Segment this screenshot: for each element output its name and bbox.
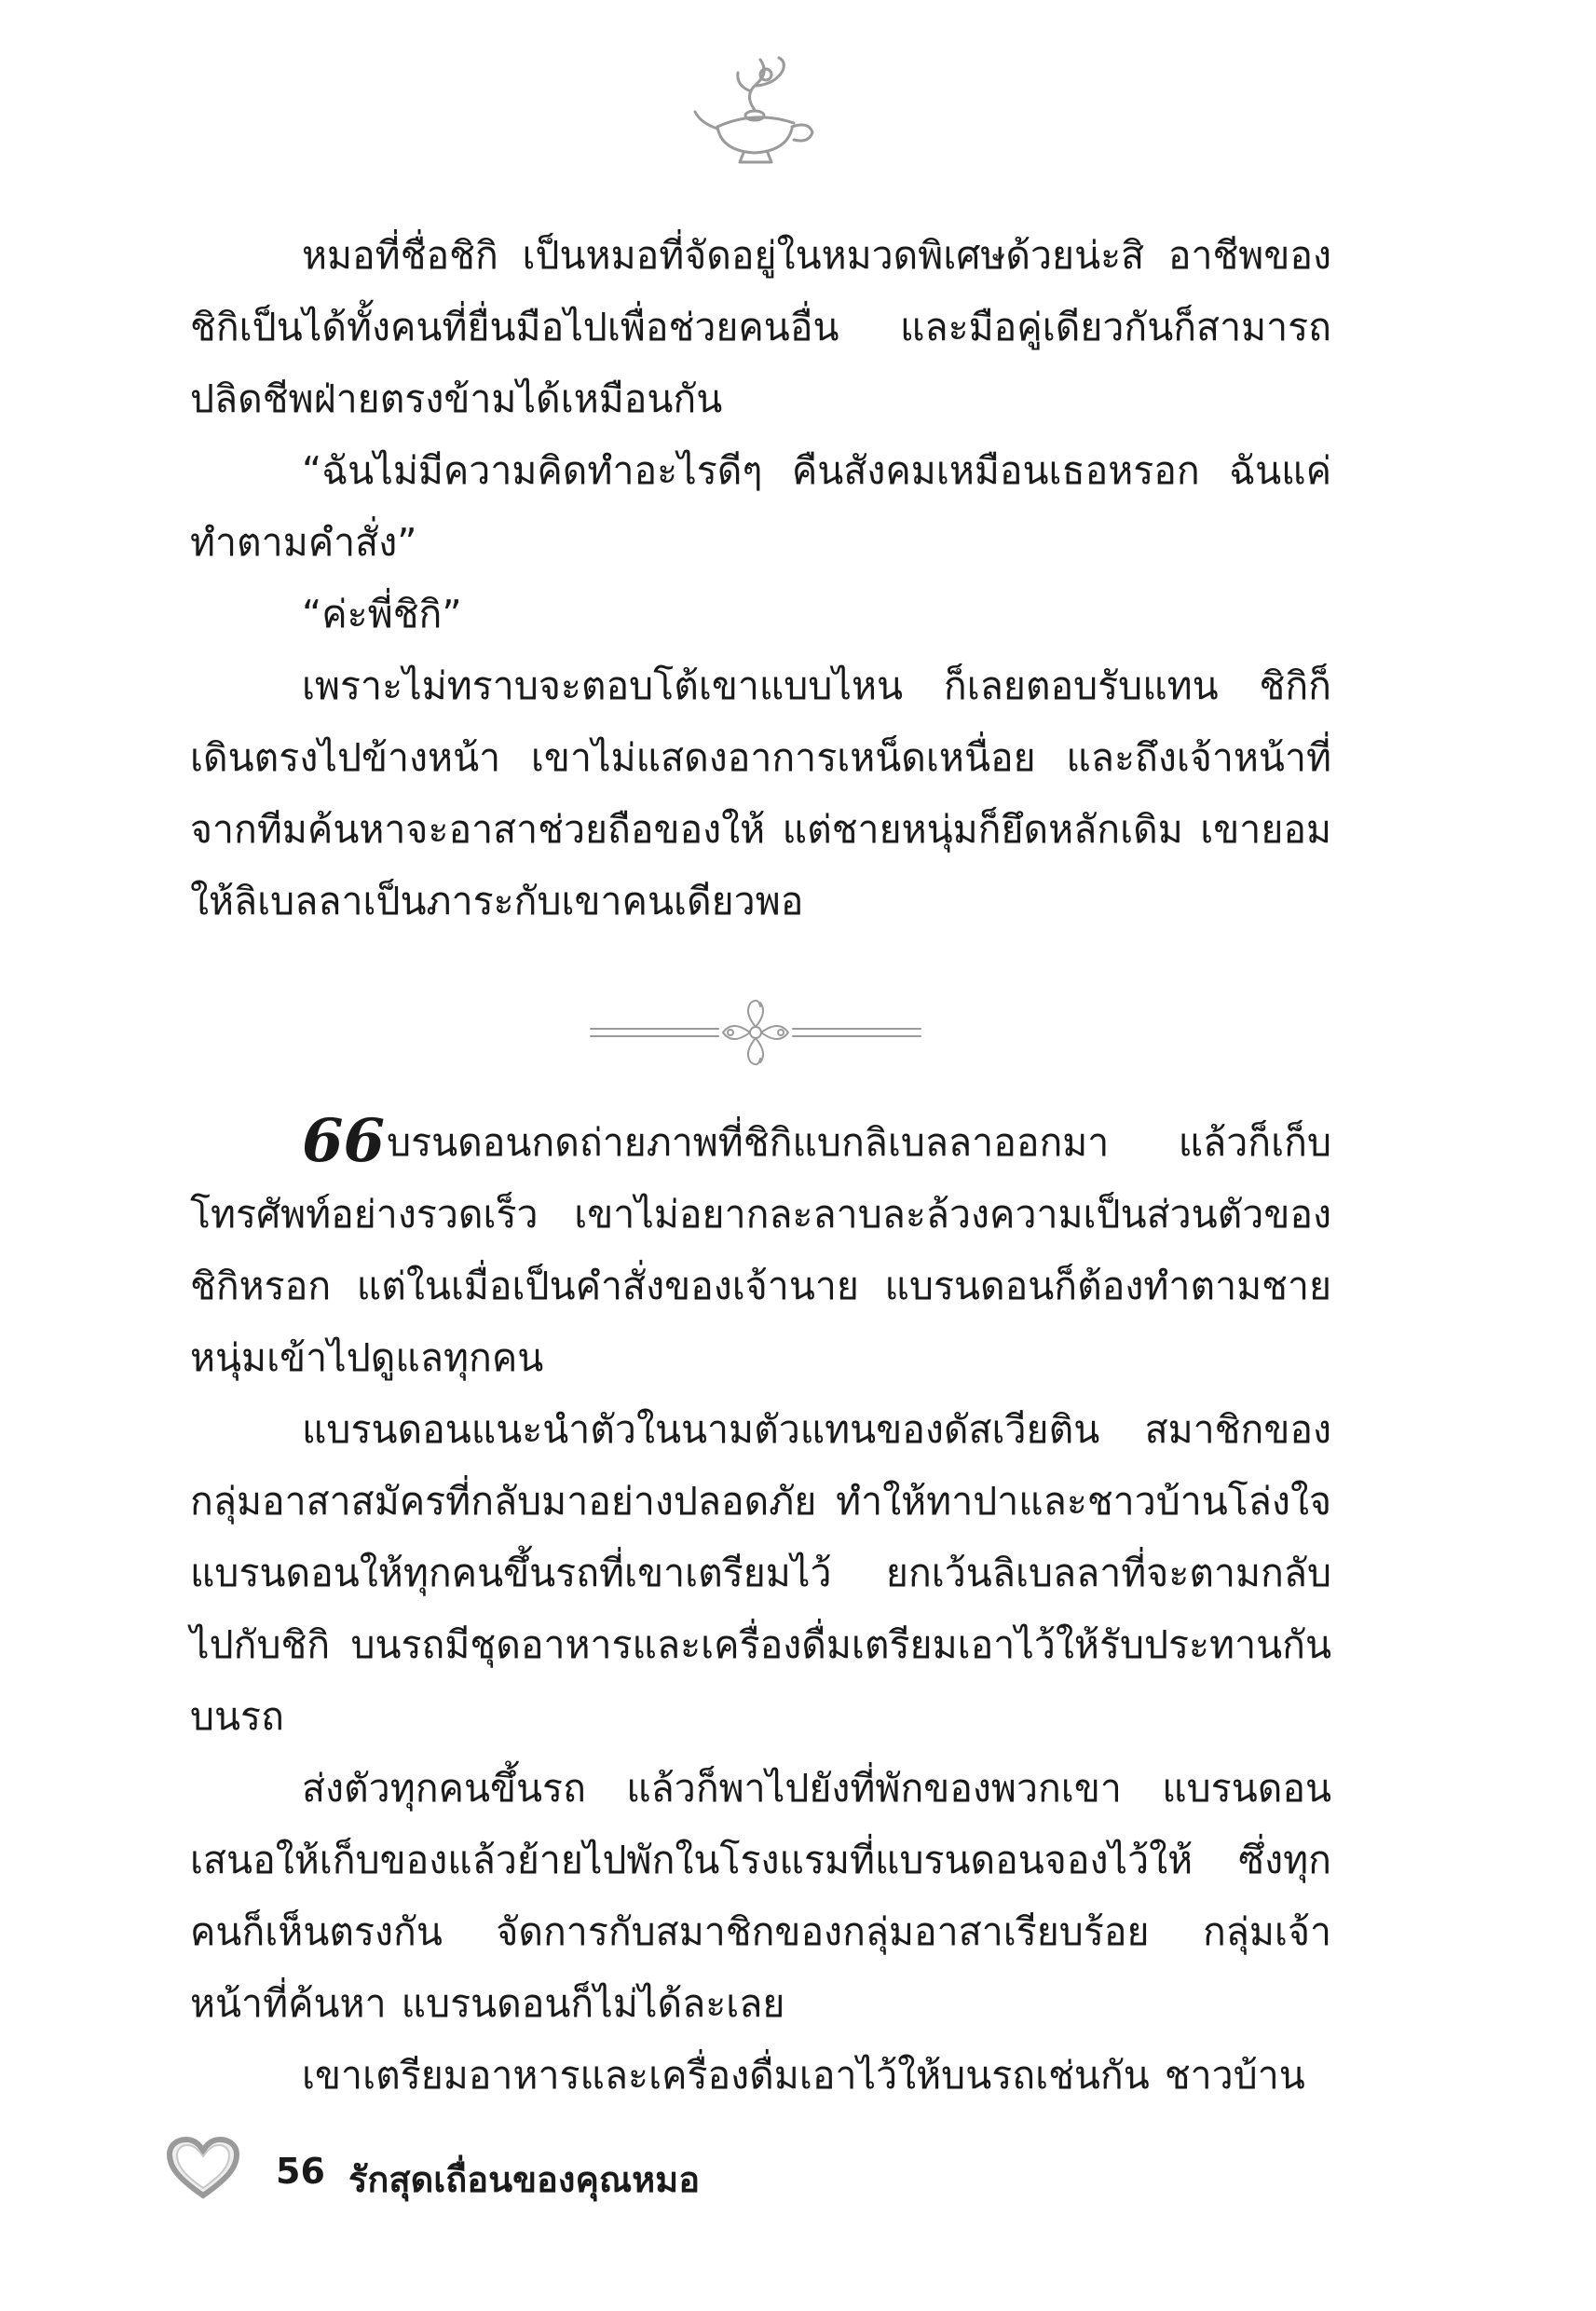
paragraph: “ค่ะพี่ชิกิ”: [302, 592, 462, 636]
paragraph: แบรนดอนแนะนำตัวในนามตัวแทนของดัสเวียติน สมาชิกของกลุ่มอาสาสมัครที่กลับมาอย่างปลอดภัย ทำให้ทาปาและชาวบ้านโล่งใจแบรนดอนให้ทุกคนขึ้นรถที่เขาเตรียมไว้ ยกเว้นลิเบลลาที่จะตามกลับไปกับชิกิ บนรถมีชุดอาหารและเครื่องดื่มเตรียมเอาไว้ให้รับประทานกันบนรถ: [190, 1407, 1331, 1739]
paragraph: เขาเตรียมอาหารและเครื่องดื่มเอาไว้ให้บนรถเช่นกัน ชาวบ้าน: [302, 2053, 1305, 2098]
paragraph: ส่งตัวทุกคนขึ้นรถ แล้วก็พาไปยังที่พักของพวกเขา แบรนดอนเสนอให้เก็บของแล้วย้ายไปพักในโรงแรมที่แบรนดอนจองไว้ให้ ซึ่งทุกคนก็เห็นตรงกัน จัดการกับสมาชิกของกลุ่มอาสาเรียบร้อย กลุ่มเจ้าหน้าที่ค้นหา แบรนดอนก็ไม่ได้ละเลย: [190, 1766, 1331, 2026]
paragraph: เพราะไม่ทราบจะตอบโต้เขาแบบไหน ก็เลยตอบรับแทน ชิกิก็เดินตรงไปข้างหน้า เขาไม่แสดงอาการเหน็ดเหนื่อย และถึงเจ้าหน้าที่จากทีมค้นหาจะอาสาช่วยถือของให้ แต่ชายหนุ่มก็ยึดหลักเดิม เขายอมให้ลิเบลลาเป็นภาระกับเขาคนเดียวพอ: [190, 663, 1331, 923]
text-section-1: [190, 220, 1331, 937]
paragraph: “ฉันไม่มีความคิดทำอะไรดีๆ คืนสังคมเหมือนเธอหรอก ฉันแค่ทำตามคำสั่ง”: [190, 448, 1331, 565]
book-title: รักสุดเถื่อนของคุณหมอ: [348, 2159, 701, 2200]
heart-outline-icon: [166, 2136, 240, 2201]
flourish-divider-icon: [583, 995, 928, 1070]
text-section-2: [190, 1107, 1331, 2112]
genie-lamp-icon: [689, 54, 820, 166]
paragraph-with-dropcap: [190, 1107, 1331, 1394]
page-number: 56: [276, 2151, 325, 2192]
dropcap-quote-mark: 66: [302, 1106, 386, 1176]
paragraph: หมอที่ชื่อชิกิ เป็นหมอที่จัดอยู่ในหมวดพิเศษด้วยน่ะสิ อาชีพของชิกิเป็นได้ทั้งคนที่ยื่นมือไปเพื่อช่วยคนอื่น และมือคู่เดียวกันก็สามารถปลิดชีพฝ่ายตรงข้ามได้เหมือนกัน: [190, 233, 1331, 421]
paragraph-text: บรนดอนกดถ่ายภาพที่ชิกิแบกลิเบลลาออกมา แล้วก็เก็บโทรศัพท์อย่างรวดเร็ว เขาไม่อยากละลาบละล้วงความเป็นส่วนตัวของชิกิหรอก แต่ในเมื่อเป็นคำสั่งของเจ้านาย แบรนดอนก็ต้องทำตามชายหนุ่มเข้าไปดูแลทุกคน: [190, 1120, 1331, 1380]
